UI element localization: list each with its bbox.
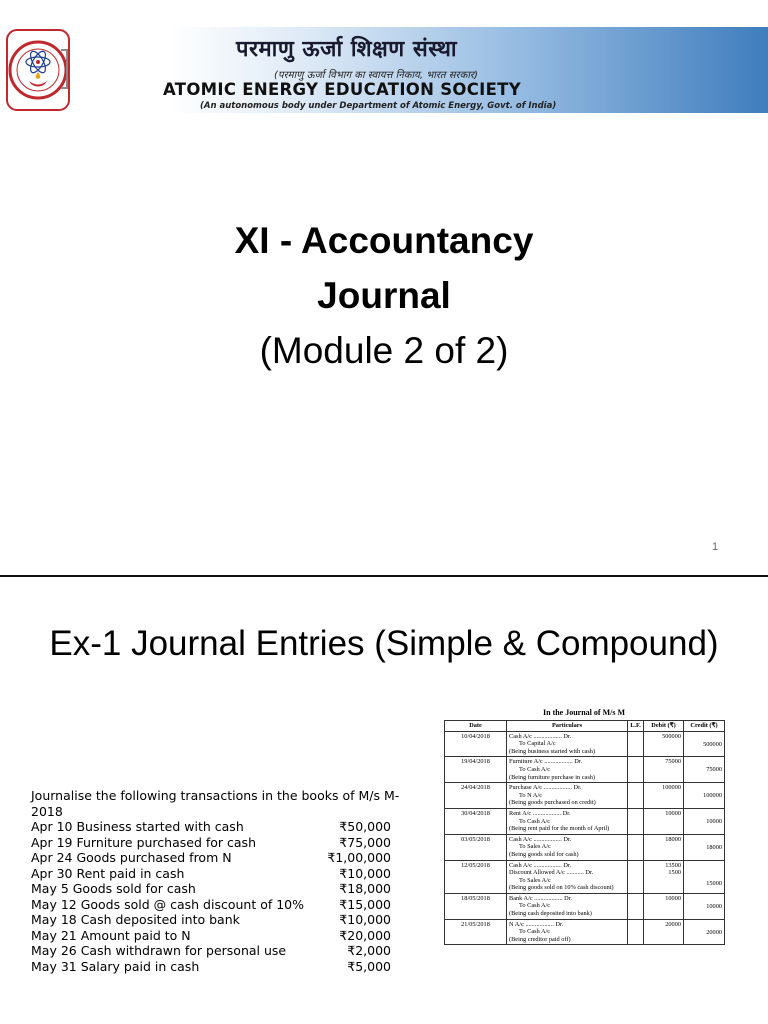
transaction-amount: ₹1,00,000	[327, 850, 391, 865]
entry-date: 19/04/2018	[445, 757, 507, 783]
transaction-item	[31, 866, 431, 882]
journal-column-header: Credit (₹)	[684, 721, 725, 732]
transaction-description: May 18 Cash deposited into bank	[31, 912, 240, 927]
journal-entry-row	[445, 731, 725, 757]
transaction-description: May 26 Cash withdrawn for personal use	[31, 943, 287, 958]
debit-account: Cash A/c .................. Dr.	[509, 861, 572, 869]
transaction-item	[31, 959, 431, 975]
entry-narration: (Being goods sold for cash)	[509, 850, 579, 858]
credit-amount: 10000	[706, 817, 722, 825]
debit-account: Bank A/c .................. Dr.	[509, 894, 572, 902]
entry-narration: (Being business started with cash)	[509, 747, 596, 755]
exercise-slide	[0, 577, 768, 1024]
credit-account: To Cash A/c	[519, 765, 551, 773]
entry-debit	[644, 834, 684, 860]
entry-lf	[628, 919, 644, 945]
debit-account: Discount Allowed A/c ........... Dr.	[509, 869, 594, 877]
transaction-item	[31, 850, 431, 866]
debit-account: Cash A/c .................. Dr.	[509, 835, 572, 843]
transaction-description: Apr 24 Goods purchased from N	[31, 850, 232, 865]
transaction-amount: ₹18,000	[339, 881, 391, 896]
journal-header-row	[445, 721, 725, 732]
transaction-item	[31, 835, 431, 851]
slide-title-line2: Journal	[317, 275, 451, 316]
credit-account: To Cash A/c	[519, 817, 551, 825]
entry-narration: (Being cash deposited into bank)	[509, 910, 592, 918]
entry-debit	[644, 757, 684, 783]
debit-amount: 20000	[665, 920, 681, 928]
entry-date: 18/05/2018	[445, 893, 507, 919]
entry-narration: (Being goods purchased on credit)	[509, 799, 596, 807]
entry-particulars	[507, 808, 628, 834]
entry-date: 12/05/2018	[445, 860, 507, 893]
journal-entry-row	[445, 893, 725, 919]
exercise-title: Ex-1 Journal Entries (Simple & Compound)	[49, 624, 719, 663]
question-intro: Journalise the following transactions in the books of M/s M-2018	[31, 788, 400, 819]
debit-amount: 500000	[662, 732, 681, 740]
question-block	[31, 788, 431, 974]
transaction-item	[31, 943, 431, 959]
entry-debit	[644, 893, 684, 919]
entry-credit	[684, 731, 725, 757]
entry-particulars	[507, 731, 628, 757]
credit-amount: 20000	[706, 928, 722, 936]
credit-account: To Sales A/c	[519, 843, 551, 851]
entry-date: 10/04/2018	[445, 731, 507, 757]
transaction-amount: ₹2,000	[347, 943, 391, 958]
entry-date: 30/04/2018	[445, 808, 507, 834]
entry-date: 03/05/2018	[445, 834, 507, 860]
debit-amount: 18000	[665, 835, 681, 843]
transaction-item	[31, 897, 431, 913]
credit-account: To Cash A/c	[519, 928, 551, 936]
entry-lf	[628, 783, 644, 809]
journal-column-header: Debit (₹)	[644, 721, 684, 732]
transaction-description: May 5 Goods sold for cash	[31, 881, 196, 896]
entry-date: 24/04/2018	[445, 783, 507, 809]
entry-narration: (Being furniture purchase in cash)	[509, 773, 596, 781]
transaction-item	[31, 928, 431, 944]
entry-credit	[684, 757, 725, 783]
credit-account: To Cash A/c	[519, 902, 551, 910]
hindi-org-name: परमाणु ऊर्जा शिक्षण संस्था	[236, 36, 458, 62]
debit-amount: 13500	[665, 861, 681, 869]
debit-amount: 10000	[665, 894, 681, 902]
transaction-amount: ₹15,000	[339, 896, 391, 912]
hindi-org-subtitle: (परमाणु ऊर्जा विभाग का स्वायत्त निकाय, भारत सरकार)	[274, 70, 478, 81]
entry-particulars	[507, 860, 628, 893]
entry-credit	[684, 783, 725, 809]
entry-lf	[628, 808, 644, 834]
journal-column-header: Date	[445, 721, 507, 732]
journal-heading: In the Journal of M/s M	[543, 708, 625, 717]
transaction-description: Apr 30 Rent paid in cash	[31, 865, 185, 881]
journal-solution	[444, 708, 724, 945]
credit-account: To N A/c	[519, 791, 542, 799]
entry-credit	[684, 808, 725, 834]
transaction-description: Apr 10 Business started with cash	[31, 819, 244, 834]
transaction-item	[31, 881, 431, 897]
debit-account: Furniture A/c .................. Dr.	[509, 758, 583, 766]
entry-debit	[644, 808, 684, 834]
entry-debit	[644, 783, 684, 809]
transaction-description: May 21 Amount paid to N	[31, 927, 191, 943]
aees-logo-icon	[5, 28, 71, 112]
credit-amount: 10000	[706, 902, 722, 910]
entry-narration: (Being goods sold on 10% cash discount)	[509, 884, 614, 892]
transaction-amount: ₹10,000	[339, 912, 391, 927]
journal-entry-row	[445, 783, 725, 809]
journal-entry-row	[445, 808, 725, 834]
entry-narration: (Being creditor paid off)	[509, 935, 571, 943]
debit-amount: 10000	[665, 809, 681, 817]
page-number: 1	[712, 541, 719, 553]
transaction-item	[31, 819, 431, 835]
credit-amount: 75000	[706, 766, 722, 774]
transaction-description: May 12 Goods sold @ cash discount of 10%	[31, 896, 305, 912]
entry-debit	[644, 731, 684, 757]
entry-lf	[628, 731, 644, 757]
transaction-amount: ₹10,000	[339, 865, 391, 881]
credit-amount: 18000	[706, 843, 722, 851]
transaction-amount: ₹5,000	[347, 958, 391, 974]
transaction-item	[31, 912, 431, 928]
credit-account: To Capital A/c	[519, 740, 556, 748]
english-org-name: ATOMIC ENERGY EDUCATION SOCIETY	[163, 80, 521, 99]
journal-entry-row	[445, 757, 725, 783]
journal-entry-row	[445, 860, 725, 893]
entry-lf	[628, 893, 644, 919]
debit-amount: 1500	[668, 869, 681, 877]
transaction-description: Apr 19 Furniture purchased for cash	[31, 834, 256, 850]
debit-amount: 75000	[665, 758, 681, 766]
entry-lf	[628, 860, 644, 893]
transaction-description: May 31 Salary paid in cash	[31, 958, 200, 974]
journal-entry-row	[445, 919, 725, 945]
entry-particulars	[507, 757, 628, 783]
entry-credit	[684, 893, 725, 919]
entry-lf	[628, 834, 644, 860]
transaction-amount: ₹75,000	[339, 834, 391, 850]
entry-lf	[628, 757, 644, 783]
debit-account: Rent A/c .................. Dr.	[509, 809, 571, 817]
entry-credit	[684, 919, 725, 945]
entry-debit	[644, 860, 684, 893]
journal-column-header: L.F.	[628, 721, 644, 732]
transaction-list	[31, 819, 431, 974]
entry-particulars	[507, 834, 628, 860]
entry-particulars	[507, 893, 628, 919]
transaction-amount: ₹50,000	[339, 819, 391, 834]
debit-account: N A/c .................. Dr.	[509, 920, 564, 928]
journal-table	[444, 720, 725, 945]
entry-credit	[684, 860, 725, 893]
entry-particulars	[507, 783, 628, 809]
entry-debit	[644, 919, 684, 945]
credit-amount: 500000	[703, 740, 722, 748]
entry-narration: (Being rent paid for the month of April)	[509, 825, 610, 833]
entry-credit	[684, 834, 725, 860]
slide-title-line1: XI - Accountancy	[234, 220, 534, 261]
entry-date: 21/05/2018	[445, 919, 507, 945]
module-label: (Module 2 of 2)	[259, 330, 509, 371]
debit-amount: 100000	[662, 784, 681, 792]
journal-column-header: Particulars	[507, 721, 628, 732]
credit-account: To Sales A/c	[519, 876, 551, 884]
transaction-amount: ₹20,000	[339, 927, 391, 943]
debit-account: Cash A/c .................. Dr.	[509, 732, 572, 740]
english-org-subtitle: (An autonomous body under Department of Atomic Energy, Govt. of India)	[200, 101, 557, 111]
credit-amount: 100000	[703, 792, 722, 800]
debit-account: Purchase A/c .................. Dr.	[509, 784, 582, 792]
entry-particulars	[507, 919, 628, 945]
credit-amount: 15000	[706, 879, 722, 887]
journal-entry-row	[445, 834, 725, 860]
